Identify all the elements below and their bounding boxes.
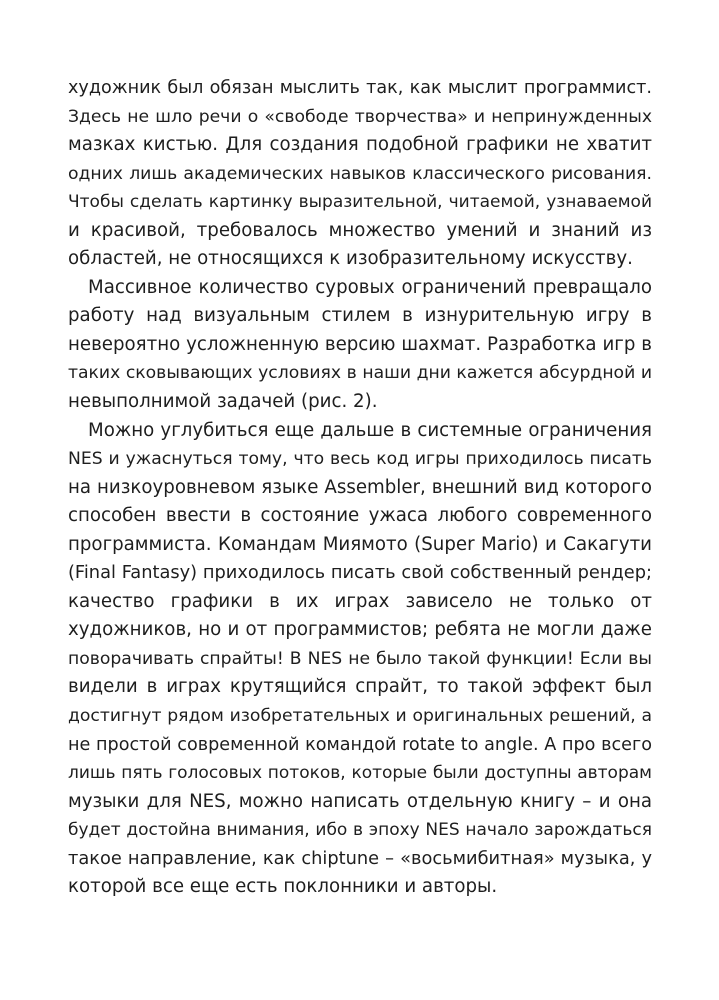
text-line: Чтобы сделать картинку выразительной, читаемой, узнаваемой xyxy=(68,192,652,213)
text-line: художников, но и от программистов; ребята не могли даже xyxy=(68,619,652,641)
text-line: поворачивать спрайты! В NES не было такой функции! Если вы xyxy=(68,648,652,669)
text-line: мазках кистью. Для создания подобной графики не хватит xyxy=(68,134,652,156)
text-line: не простой современной командой rotate to angle. А про всего xyxy=(68,734,652,755)
text-line: такое направление, как chiptune – «восьмибитная» музыка, у xyxy=(68,847,652,869)
text-line: и красивой, требовалось множество умений и знаний из xyxy=(68,219,652,241)
text-line: Массивное количество суровых ограничений превращало xyxy=(88,276,652,298)
paragraph-2 xyxy=(68,274,652,417)
text-line: областей, не относящихся к изобразительному искусству. xyxy=(68,248,633,270)
paragraph-3 xyxy=(68,417,652,902)
text-line: художник был обязан мыслить так, как мыслит программист. xyxy=(68,78,652,98)
text-line: Здесь не шло речи о «свободе творчества» и непринужденных xyxy=(68,106,652,127)
text-line: которой все еще есть поклонники и авторы. xyxy=(68,876,498,898)
text-line: лишь пять голосовых потоков, которые были доступны авторам xyxy=(68,763,652,784)
text-line: музыки для NES, можно написать отдельную книгу – и она xyxy=(68,790,652,812)
text-line: одних лишь академических навыков классического рисования. xyxy=(68,163,652,184)
text-line: таких сковывающих условиях в наши дни кажется абсурдной и xyxy=(68,363,652,384)
page-body xyxy=(68,74,652,902)
paragraph-1 xyxy=(68,74,652,274)
text-line: (Final Fantasy) приходилось писать свой собственный рендер; xyxy=(68,562,652,584)
text-line: на низкоуровневом языке Assembler, внешний вид которого xyxy=(68,476,652,498)
text-line: невероятно усложненную версию шахмат. Разработка игр в xyxy=(68,333,652,355)
text-line: достигнут рядом изобретательных и оригинальных решений, а xyxy=(68,706,652,727)
text-line: NES и ужаснуться тому, что весь код игры приходилось писать xyxy=(68,449,652,470)
text-line: невыполнимой задачей (рис. 2). xyxy=(68,391,378,413)
text-line: видели в играх крутящийся спрайт, то такой эффект был xyxy=(68,676,652,698)
text-line: будет достойна внимания, ибо в эпоху NES начало зарождаться xyxy=(68,820,652,841)
text-line: способен ввести в состояние ужаса любого современного xyxy=(68,505,652,527)
text-line: работу над визуальным стилем в изнурительную игру в xyxy=(68,305,652,327)
text-line: программиста. Командам Миямото (Super Mario) и Сакагути xyxy=(68,533,652,555)
text-line: качество графики в их играх зависело не только от xyxy=(68,590,652,612)
text-line: Можно углубиться еще дальше в системные ограничения xyxy=(88,419,652,441)
